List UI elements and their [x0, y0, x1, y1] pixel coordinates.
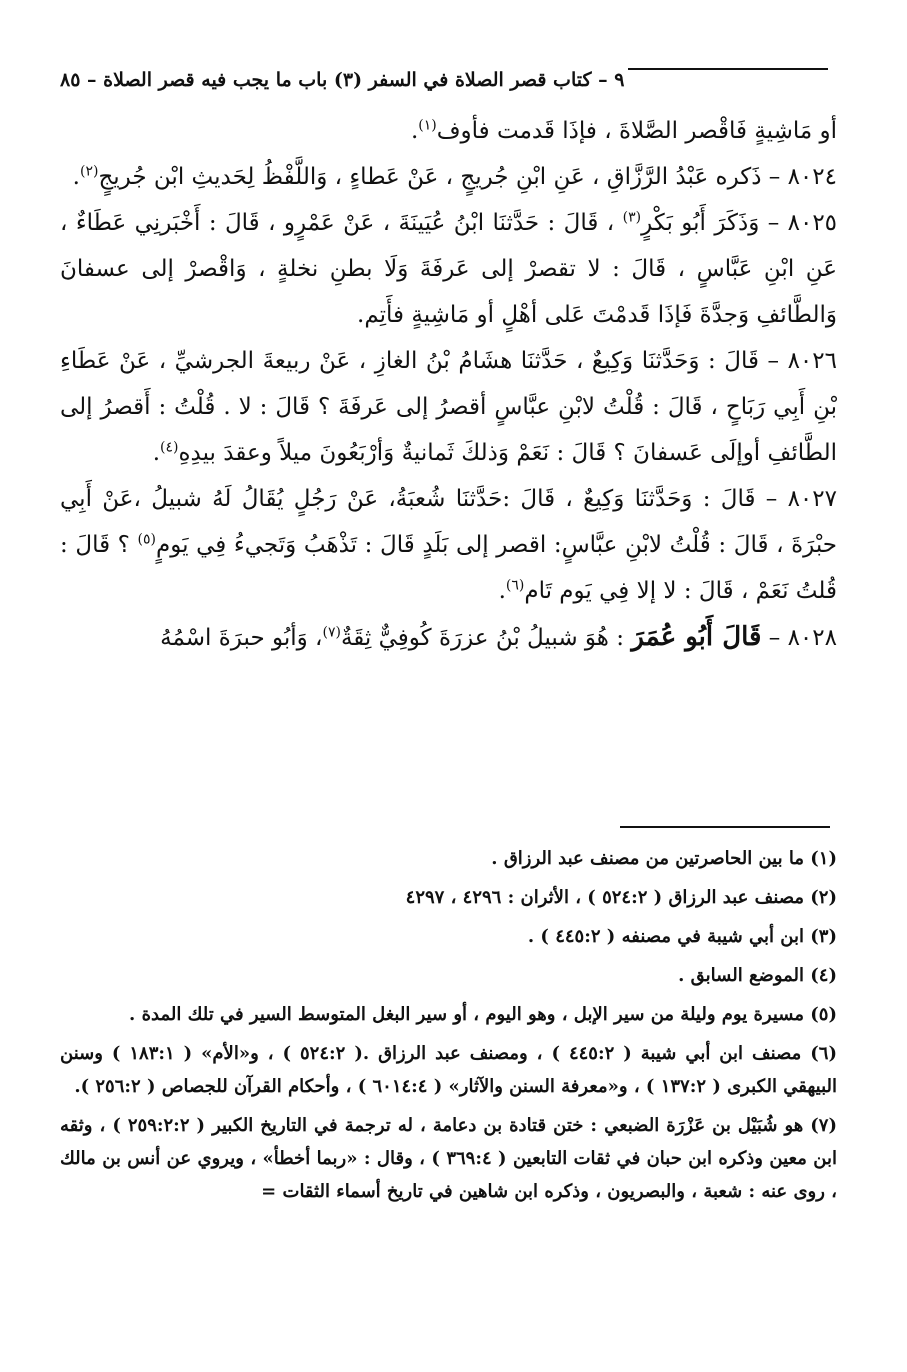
hadith-8027 — [60, 476, 837, 614]
text-run: ؟ قَالَ : قُلتُ نَعَمْ ، قَالَ : لا إلا فِي يَوم تَام — [60, 532, 837, 604]
text-run: . — [152, 440, 161, 466]
footnote-6: (٦) مصنف ابن أبي شيبة ( ٤٤٥:٢ ) ، ومصنف عبد الرزاق .( ٥٢٤:٢ ) ، و«الأم» ( ١٨٣:١ ) وسنن البيهقي الكبرى ( ١٣٧:٢ ) ، و«معرفة السنن والآثار» ( ٦٠١٤:٤ ) ، وأحكام القرآن للجصاص ( ٢٥٦:٢ ). — [60, 1043, 837, 1097]
text-run: ٨٠٢٦ – قَالَ : وَحَدَّثنَا وَكِيعٌ ، حَدَّثنَا هشَامُ بْنُ الغازِ ، عَنْ ربيعةَ الجرشيِّ ، عَنْ عَطَاءِ بْنِ أَبِي رَبَاحٍ ، قَالَ : قُلْتُ لابْنِ عبَّاسٍ أقصرُ إلى عَرفَةَ ؟ قَالَ : لا . قُلْتُ : أَقصرُ إلى الطَّائفِ أوإلَى عَسفانَ ؟ قَالَ : نَعَمْ وَذلكَ ثَمانيةٌ وَأرْبَعُونَ ميلاً وعقدَ بيدِهِ — [60, 348, 837, 466]
hadith-number: ٨٠٢٨ – — [768, 625, 837, 651]
hadith-8028 — [60, 614, 837, 661]
text-run: . — [72, 164, 80, 190]
paragraph-continuation — [60, 108, 837, 154]
running-header — [60, 62, 837, 98]
footnote-3: (٣) ابن أبي شيبة في مصنفه ( ٤٤٥:٢ ) . — [527, 926, 837, 947]
text-run: ، وَأبُو حبرَةَ اسْمُهُ — [160, 625, 323, 651]
author-label: قَالَ أَبُو عُمَرَ — [631, 622, 762, 652]
footnote-ref: (٧) — [322, 624, 341, 641]
text-run: : هُوَ شبيلُ بْنُ عزرَةَ كُوفِيٌّ ثِقَةٌ — [340, 625, 624, 651]
header-title: ٩ – كتاب قصر الصلاة في السفر (٣) باب ما يجب فيه قصر الصلاة – ٨٥ — [60, 69, 625, 91]
text-run: أو مَاشِيةٍ فَاقْصر الصَّلاةَ ، فإذَا قَدمت فأوف — [436, 118, 837, 144]
hadith-8025 — [60, 200, 837, 338]
footnote-5: (٥) مسيرة يوم وليلة من سير الإبل ، وهو اليوم ، أو سير البغل المتوسط السير في تلك المدة . — [129, 1004, 837, 1025]
text-run: ، قَالَ : حَدَّثنَا ابْنُ عُيَينَةَ ، عَنْ عَمْرٍو ، قَالَ : أَخْبَرنِي عَطَاءٌ ، عَنِ ابْنِ عَبَّاسٍ ، قَالَ : لا تقصرْ إلى عَرفَةَ وَلَا بطنِ نخلةٍ ، وَاقْصرْ إلى عسفانَ وَالطَّائفِ وَجدَّةَ فَإذَا قَدمْتَ عَلى أهْلٍ أو مَاشِيةٍ فأَتِم. — [60, 210, 837, 328]
footnote-ref: (١) — [418, 117, 437, 134]
footnotes — [60, 842, 837, 1214]
text-run: ٨٠٢٧ – قَالَ : وَحَدَّثنَا وَكِيعٌ ، قَالَ :حَدَّثنَا شُعبَةُ، عَنْ رَجُلٍ يُقَالُ لَهُ شبيلُ ،عَنْ أَبِي حبْرَةَ ، قَالَ : قُلْتُ لابْنِ عبَّاسٍ: اقصر إلى بَلَدٍ قَالَ : تَذْهَبُ وَتَجيءُ فِي يَومٍ — [60, 486, 838, 558]
text-run: . — [498, 578, 506, 604]
hadith-8024 — [60, 154, 837, 200]
hadith-8026 — [60, 338, 837, 476]
text-run: ٨٠٢٤ – ذَكره عَبْدُ الرَّزَّاقِ ، عَنِ ابْنِ جُريجٍ ، عَنْ عَطاءٍ ، وَاللَّفْظُ لِحَديثِ ابْن جُريجٍ — [98, 164, 837, 190]
footnote-ref: (٤) — [160, 439, 179, 456]
main-text — [60, 108, 837, 661]
text-run: ٨٠٢٥ – وَذَكَرَ أَبُو بَكْرٍ — [641, 210, 838, 236]
footnote-4: (٤) الموضع السابق . — [678, 965, 837, 986]
footnote-1: (١) ما بين الحاصرتين من مصنف عبد الرزاق . — [491, 848, 837, 869]
footnote-ref: (٢) — [79, 163, 99, 180]
footnote-ref: (٥) — [137, 531, 156, 548]
footnote-ref: (٦) — [505, 577, 525, 594]
footnote-divider — [620, 826, 830, 828]
text-run: . — [410, 118, 419, 144]
footnote-ref: (٣) — [622, 209, 642, 226]
footnote-7: (٧) هو شُبَيْل بن عَزْرَة الضبعي : ختن قتادة بن دعامة ، له ترجمة في التاريخ الكبير ( ٢٥٩:٢:٢ ) ، وثقه ابن معين وذكره ابن حبان في ثقات التابعين ( ٣٦٩:٤ ) ، وقال : «ربما أخطأ» ، ويروي عن أنس بن مالك ، روى عنه : شعبة ، والبصريون ، وذكره ابن شاهين في تاريخ أسماء الثقات = — [60, 1115, 837, 1202]
footnote-2: (٢) مصنف عبد الرزاق ( ٥٢٤:٢ ) ، الأثران : ٤٢٩٦ ، ٤٢٩٧ — [405, 887, 837, 908]
